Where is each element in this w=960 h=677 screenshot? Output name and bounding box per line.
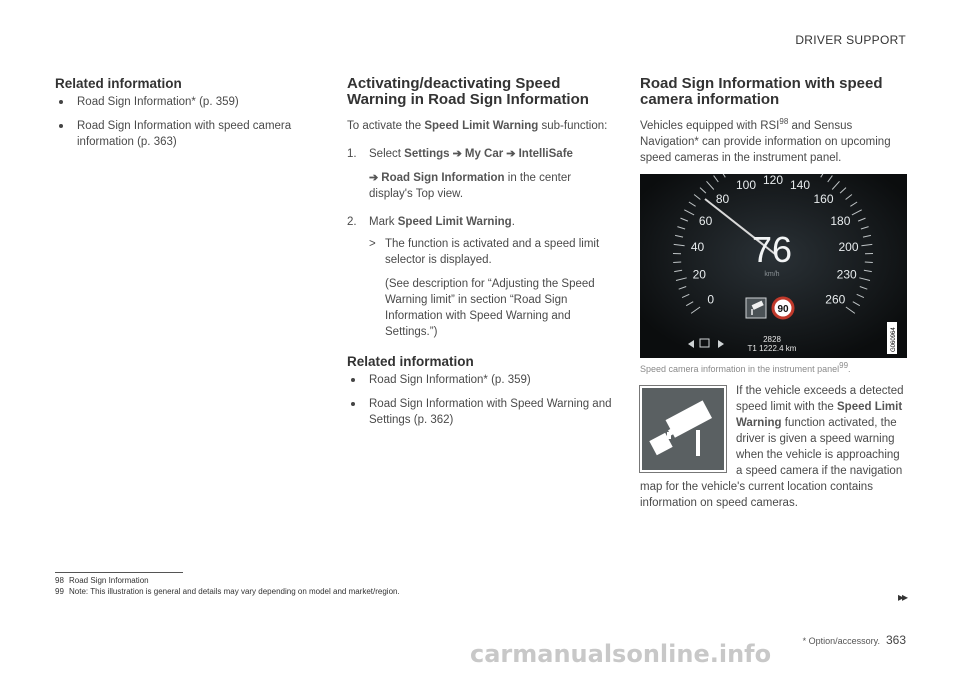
- intro-paragraph: Vehicles equipped with RSI$^{98}$ and Sensus Navigation* can provide information on upcoming speed cameras in the instrument panel.: [640, 117, 891, 164]
- footnote: 98 Road Sign Information: [55, 576, 149, 585]
- speed-tick-label: 260: [825, 292, 846, 307]
- related-info-heading: Related information: [347, 354, 474, 369]
- column-2: [347, 76, 612, 436]
- list-item[interactable]: Road Sign Information* (p. 359): [55, 94, 310, 110]
- arrow-right-icon: ➔: [503, 148, 519, 160]
- page-number: 363: [885, 633, 906, 647]
- bullet-icon: [351, 378, 355, 382]
- speed-camera-icon: [746, 298, 766, 318]
- bullet-icon: [351, 402, 355, 406]
- speed-tick-label: 60: [698, 213, 713, 228]
- related-info-list: [347, 372, 612, 428]
- arrow-right-icon: ➔: [369, 172, 382, 184]
- speed-tick-label: 180: [830, 213, 851, 228]
- body-paragraph: If the vehicle exceeds a detected speed limit with the Speed Limit Warning function activated, the driver is given a speed warning when the vehicle is approaching a speed camera if the navigation: [736, 385, 904, 477]
- speed-tick-label: 160: [813, 192, 834, 207]
- speed-tick-label: 20: [692, 267, 706, 282]
- related-info-heading: Related information: [55, 76, 182, 91]
- body-paragraph-continued: map for the vehicle's current location contains information on speed cameras.: [640, 481, 873, 509]
- speedometer-gauge: [640, 174, 907, 358]
- list-item[interactable]: Road Sign Information* (p. 359): [347, 372, 612, 388]
- related-info-list: [55, 94, 310, 150]
- speed-tick-label: 230: [836, 267, 857, 282]
- speed-tick-label: 80: [715, 192, 730, 207]
- bullet-icon: [59, 100, 63, 104]
- list-item[interactable]: Road Sign Information with Speed Warning and Settings (p. 362): [347, 396, 612, 428]
- next-page-icon[interactable]: ▸▸: [897, 590, 906, 604]
- section-heading: Activating/deactivating Speed Warning in Road Sign Information: [347, 75, 589, 108]
- speed-tick-label: 40: [690, 240, 705, 255]
- watermark: carmanualsonline.info: [470, 640, 772, 668]
- speed-limit-sign: [773, 298, 793, 318]
- arrow-right-icon: ➔: [449, 148, 465, 160]
- speed-tick-label: 140: [789, 178, 811, 192]
- svg-text:G060964: G060964: [891, 327, 897, 352]
- step-1: 1. Select Settings ➔ My Car ➔ IntelliSafe ➔ Road Sign Information in the center display's Top view.: [347, 148, 573, 200]
- section-title: DRIVER SUPPORT: [795, 33, 906, 47]
- speed-tick-label: 100: [735, 178, 757, 192]
- step-2: 2. Mark Speed Limit Warning. > The function is activated and a speed limit selector is displayed. (See description for “Adjusting the Speed Warning limit” in section “Road Sign Information with Speed Warning and Settings.”): [347, 214, 612, 340]
- svg-text:90: 90: [777, 304, 789, 315]
- speed-tick-mark: [865, 262, 873, 263]
- speed-unit: km/h: [764, 271, 780, 278]
- step-result: > The function is activated and a speed limit selector is displayed.: [369, 238, 600, 266]
- speed-tick-label: 120: [762, 174, 784, 187]
- instrument-panel-image: [640, 174, 907, 358]
- column-3: [640, 76, 908, 178]
- column-1: [55, 76, 310, 158]
- bullet-icon: [59, 124, 63, 128]
- step-note: (See description for “Adjusting the Speed Warning limit” in section “Road Sign Information with Speed Warning and Settings.”): [385, 278, 595, 338]
- speed-tick-label: 200: [838, 240, 859, 255]
- image-code-label: [887, 322, 897, 354]
- current-speed: 76: [751, 229, 793, 270]
- figure-caption: Speed camera information in the instrument panel99.: [640, 361, 851, 374]
- speed-tick-label: 0: [707, 292, 715, 307]
- trip-meter: T1 1222.4 km: [747, 344, 797, 353]
- intro-paragraph: To activate the Speed Limit Warning sub-function:: [347, 120, 608, 132]
- speed-camera-sign-image: [640, 386, 726, 472]
- list-item[interactable]: Road Sign Information with speed camera information (p. 363): [55, 118, 310, 150]
- section-heading: Road Sign Information with speed camera information: [640, 75, 883, 108]
- speed-tick-mark: [673, 262, 681, 263]
- footnote-divider: [55, 572, 183, 573]
- option-note: * Option/accessory.: [802, 636, 880, 646]
- footnote: 99 Note: This illustration is general and details may vary depending on model and market/region.: [55, 587, 400, 596]
- speed-camera-icon: [642, 388, 724, 470]
- odometer: 2828: [763, 335, 781, 344]
